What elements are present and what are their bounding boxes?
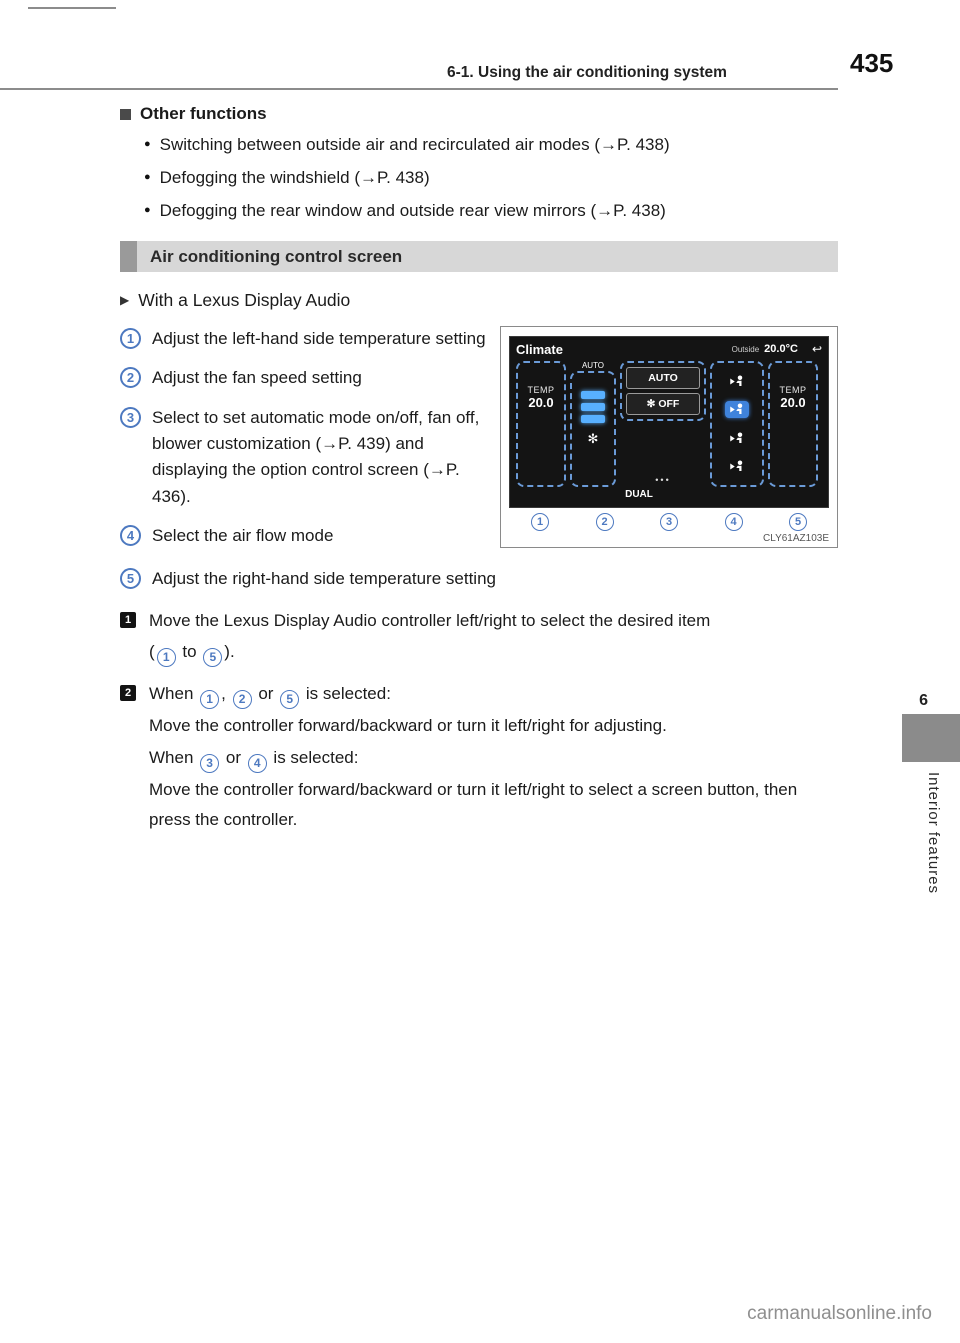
square-bullet-icon	[120, 109, 131, 120]
circled-number-icon: 5	[280, 690, 299, 709]
seat-airflow-icon	[725, 430, 749, 447]
text-run: is selected:	[268, 748, 359, 768]
text-run: to	[177, 642, 202, 662]
section-header: 6-1. Using the air conditioning system	[447, 64, 727, 81]
fan-speed-bar	[581, 403, 605, 411]
callout-item	[120, 365, 494, 391]
text-run: (	[149, 642, 155, 662]
other-functions-list	[120, 134, 838, 223]
callout-text: Adjust the right-hand side temperature setting	[152, 569, 496, 589]
step-line	[149, 679, 838, 709]
figure-callout-1: 1	[531, 513, 549, 531]
fan-speed-bar	[581, 415, 605, 423]
figure-callout-row	[509, 508, 829, 531]
figure-callout-4: 4	[725, 513, 743, 531]
section-title-bar	[120, 241, 838, 272]
list-item	[144, 167, 838, 190]
other-functions-heading	[120, 104, 838, 124]
circled-number-icon: 4	[120, 525, 141, 546]
figure-callout-5: 5	[789, 513, 807, 531]
climate-screen-figure	[500, 326, 838, 548]
mode-panel	[620, 361, 706, 487]
figure-code: CLY61AZ103E	[763, 532, 829, 544]
callout-text: Adjust the left-hand side temperature setting	[152, 328, 486, 348]
screen-bottom-bar	[516, 487, 822, 502]
step-text	[149, 679, 838, 836]
step-line	[149, 743, 838, 773]
mode-buttons-box	[620, 361, 706, 421]
bullet-text: Defogging the windshield (→P. 438)	[159, 167, 430, 187]
page-content	[120, 104, 838, 847]
step-text	[149, 606, 710, 670]
other-functions-title: Other functions	[140, 104, 267, 123]
callout-text: Select the air flow mode	[152, 525, 334, 545]
seat-airflow-icon-selected	[725, 401, 749, 418]
text-run: or	[221, 748, 246, 768]
page-number: 435	[850, 48, 894, 78]
more-dots-icon: •••	[655, 474, 671, 485]
callout-item	[120, 566, 838, 592]
temp-value: 20.0	[528, 394, 554, 410]
auto-button: AUTO	[626, 367, 700, 389]
section-title: Air conditioning control screen	[150, 246, 403, 266]
circled-number-icon: 4	[248, 754, 267, 773]
climate-screen-display	[509, 336, 829, 508]
off-button: ✻ OFF	[626, 393, 700, 415]
step-line: Move the controller forward/backward or turn it left/right to select a screen button, then press the controller.	[149, 780, 798, 829]
bullet-icon	[144, 134, 151, 155]
subsection-heading	[120, 290, 838, 311]
step-number-badge: 1	[120, 612, 136, 628]
callout-text: Select to set automatic mode on/off, fan off, blower customization (→P. 439) and displaying the option control screen (→P. 436).	[152, 407, 480, 506]
screen-top-bar	[516, 342, 822, 357]
fan-icon: ✻	[587, 430, 599, 446]
step-number-badge: 2	[120, 685, 136, 701]
step-1	[120, 606, 838, 670]
circled-number-icon: 1	[200, 690, 219, 709]
text-run: ).	[224, 642, 235, 662]
circled-number-icon: 5	[203, 648, 222, 667]
fan-speed-bar	[581, 391, 605, 399]
step-2	[120, 679, 838, 836]
circled-number-icon: 1	[120, 328, 141, 349]
figure-callout-2: 2	[596, 513, 614, 531]
chapter-label: Interior features	[925, 772, 942, 895]
list-item	[144, 134, 838, 157]
bullet-text: Switching between outside air and recirculated air modes (→P. 438)	[159, 135, 670, 154]
callout-item	[120, 405, 494, 510]
outside-temperature: 20.0°C	[764, 343, 798, 356]
seat-airflow-icon	[725, 373, 749, 390]
callout-item	[120, 523, 494, 549]
figure-callout-3: 3	[660, 513, 678, 531]
right-temp-panel	[768, 361, 818, 487]
steps-section	[120, 606, 838, 837]
left-temp-panel	[516, 361, 566, 487]
outside-label: Outside	[731, 344, 760, 354]
callout-text: Adjust the fan speed setting	[152, 368, 362, 388]
fan-auto-label: AUTO	[581, 360, 605, 370]
airflow-mode-panel	[710, 361, 764, 487]
circled-number-icon: 5	[120, 568, 141, 589]
text-run: or	[253, 684, 279, 704]
dual-label: DUAL	[625, 488, 653, 500]
step-line	[149, 637, 710, 667]
text-run: is selected:	[301, 684, 391, 704]
bullet-text: Defogging the rear window and outside rear view mirrors (→P. 438)	[159, 200, 666, 220]
temp-label: TEMP	[527, 384, 555, 395]
section-bar-accent	[120, 241, 137, 272]
circled-number-icon: 2	[233, 690, 252, 709]
seat-airflow-icon	[725, 458, 749, 475]
callouts-and-figure	[120, 326, 838, 562]
bullet-icon	[144, 167, 151, 188]
text-run: When	[149, 684, 199, 704]
screen-main-area	[516, 361, 822, 487]
subsection-label: With a Lexus Display Audio	[138, 289, 351, 310]
fan-speed-gauge	[570, 371, 616, 487]
temp-label: TEMP	[779, 384, 807, 395]
header-rule	[0, 88, 838, 90]
top-rule	[28, 7, 116, 9]
circled-number-icon: 2	[120, 367, 141, 388]
temp-value: 20.0	[780, 394, 806, 410]
step-line: Move the Lexus Display Audio controller left/right to select the desired item	[149, 610, 711, 630]
arrow-right-icon	[120, 293, 129, 307]
screen-title: Climate	[516, 341, 563, 357]
watermark: carmanualsonline.info	[747, 1303, 932, 1324]
chapter-tab-marker	[902, 714, 960, 762]
list-item	[144, 200, 838, 223]
bullet-icon	[144, 200, 151, 221]
text-run: ,	[221, 684, 231, 704]
step-line: Move the controller forward/backward or turn it left/right for adjusting.	[149, 716, 667, 736]
callout-item	[120, 326, 494, 352]
circled-number-icon: 3	[120, 407, 141, 428]
fan-speed-panel	[570, 361, 616, 487]
circled-number-icon: 3	[200, 754, 219, 773]
chapter-number: 6	[919, 692, 928, 709]
callout-list	[120, 326, 494, 562]
return-arrow-icon: ↩	[811, 342, 822, 357]
text-run: When	[149, 748, 199, 768]
circled-number-icon: 1	[157, 648, 176, 667]
